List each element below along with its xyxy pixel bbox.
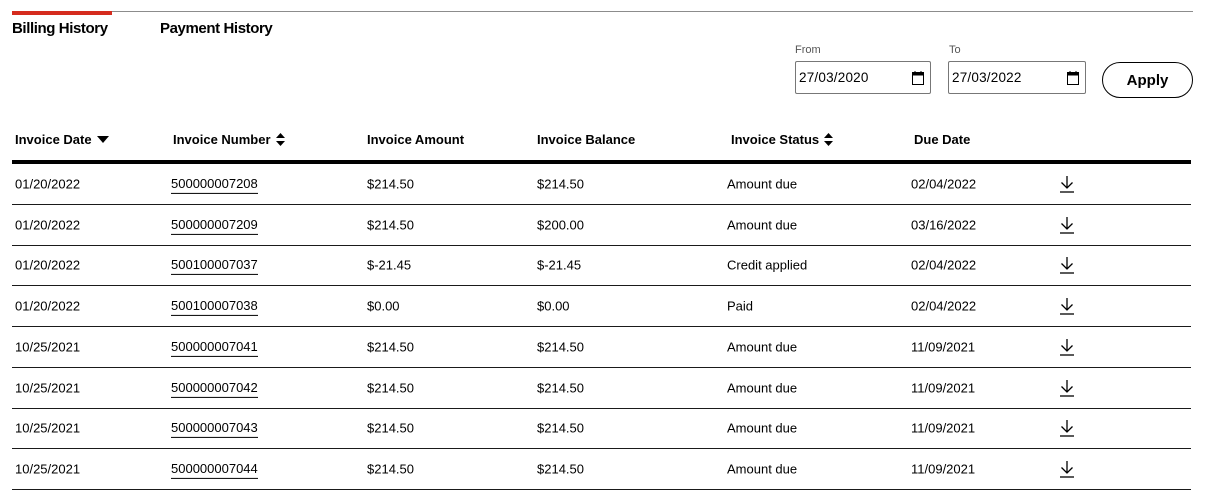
table-row bbox=[12, 449, 1191, 490]
invoice-date-cell: 01/20/2022 bbox=[15, 257, 81, 273]
invoice-balance-cell: $0.00 bbox=[537, 298, 570, 314]
invoice-balance-cell: $214.50 bbox=[537, 339, 584, 355]
from-date-value: 27/03/2020 bbox=[799, 70, 869, 85]
invoice-balance-cell: $-21.45 bbox=[537, 257, 582, 273]
download-icon[interactable] bbox=[1059, 460, 1075, 478]
download-icon[interactable] bbox=[1059, 379, 1075, 397]
download-icon[interactable] bbox=[1059, 419, 1075, 437]
to-date-label: To bbox=[949, 44, 961, 56]
tab-billing-history[interactable]: Billing History bbox=[12, 20, 108, 37]
invoice-amount-cell: $214.50 bbox=[367, 176, 414, 192]
invoice-amount-cell: $214.50 bbox=[367, 420, 414, 436]
invoice-balance-cell: $214.50 bbox=[537, 176, 584, 192]
download-icon[interactable] bbox=[1059, 297, 1075, 315]
invoice-date-cell: 10/25/2021 bbox=[15, 420, 81, 436]
invoice-date-cell: 10/25/2021 bbox=[15, 339, 81, 355]
table-row bbox=[12, 245, 1191, 286]
invoice-status-cell: Credit applied bbox=[727, 257, 808, 273]
invoice-status-cell: Amount due bbox=[727, 176, 798, 192]
table-row bbox=[12, 205, 1191, 246]
header-invoice-balance: Invoice Balance bbox=[537, 132, 636, 147]
header-invoice-number[interactable] bbox=[173, 132, 285, 147]
header-invoice-number-label: Invoice Number bbox=[173, 132, 271, 147]
sort-descending-icon[interactable] bbox=[97, 136, 109, 143]
header-due-date: Due Date bbox=[914, 132, 971, 147]
invoice-status-cell: Amount due bbox=[727, 461, 798, 477]
table-row bbox=[12, 408, 1191, 449]
active-tab-indicator bbox=[12, 11, 112, 15]
download-icon[interactable] bbox=[1059, 256, 1075, 274]
to-date-input[interactable] bbox=[948, 61, 1086, 94]
due-date-cell: 02/04/2022 bbox=[911, 298, 977, 314]
invoice-number-link[interactable]: 500000007209 bbox=[171, 217, 258, 235]
invoice-number-link[interactable]: 500000007208 bbox=[171, 176, 258, 194]
due-date-cell: 11/09/2021 bbox=[911, 380, 976, 395]
table-row bbox=[12, 164, 1191, 205]
header-invoice-status-label: Invoice Status bbox=[731, 132, 820, 147]
due-date-cell: 03/16/2022 bbox=[911, 217, 977, 233]
invoice-amount-cell: $214.50 bbox=[367, 217, 414, 233]
invoice-date-cell: 10/25/2021 bbox=[15, 461, 81, 477]
invoice-balance-cell: $214.50 bbox=[537, 380, 584, 395]
header-invoice-status[interactable] bbox=[731, 132, 833, 147]
invoice-balance-cell: $214.50 bbox=[537, 420, 584, 436]
tab-payment-history[interactable]: Payment History bbox=[160, 20, 273, 37]
invoice-status-cell: Amount due bbox=[727, 339, 798, 355]
due-date-cell: 11/09/2021 bbox=[911, 420, 976, 436]
invoice-number-link[interactable]: 500100007037 bbox=[171, 257, 258, 275]
invoice-status-cell: Amount due bbox=[727, 420, 798, 436]
invoice-number-link[interactable]: 500000007042 bbox=[171, 379, 258, 397]
invoice-amount-cell: $-21.45 bbox=[367, 257, 412, 273]
to-date-value: 27/03/2022 bbox=[952, 70, 1022, 85]
due-date-cell: 11/09/2021 bbox=[911, 461, 976, 477]
table-row bbox=[12, 286, 1191, 327]
invoice-status-cell: Amount due bbox=[727, 217, 798, 233]
download-icon[interactable] bbox=[1059, 338, 1075, 356]
invoice-date-cell: 01/20/2022 bbox=[15, 176, 81, 192]
table-row bbox=[12, 368, 1191, 409]
due-date-cell: 02/04/2022 bbox=[911, 257, 977, 273]
invoice-number-link[interactable]: 500000007044 bbox=[171, 461, 258, 479]
download-icon[interactable] bbox=[1059, 175, 1075, 193]
invoice-amount-cell: $214.50 bbox=[367, 339, 414, 355]
invoice-date-cell: 01/20/2022 bbox=[15, 217, 81, 233]
due-date-cell: 11/09/2021 bbox=[911, 339, 976, 355]
header-invoice-amount: Invoice Amount bbox=[367, 132, 465, 147]
from-date-label: From bbox=[795, 44, 821, 56]
invoice-date-cell: 10/25/2021 bbox=[15, 380, 81, 395]
invoice-status-cell: Amount due bbox=[727, 380, 798, 395]
download-icon[interactable] bbox=[1059, 216, 1075, 234]
invoice-amount-cell: $214.50 bbox=[367, 461, 414, 477]
header-invoice-date[interactable] bbox=[15, 132, 109, 147]
invoice-number-link[interactable]: 500100007038 bbox=[171, 298, 258, 316]
invoice-date-cell: 01/20/2022 bbox=[15, 298, 81, 314]
calendar-icon[interactable] bbox=[912, 71, 924, 85]
tabs-divider bbox=[12, 11, 1193, 12]
calendar-icon[interactable] bbox=[1067, 71, 1079, 85]
invoice-number-link[interactable]: 500000007041 bbox=[171, 339, 258, 357]
invoice-amount-cell: $214.50 bbox=[367, 380, 414, 395]
apply-button[interactable]: Apply bbox=[1102, 62, 1193, 98]
sort-icon[interactable] bbox=[824, 133, 833, 146]
header-invoice-date-label: Invoice Date bbox=[15, 132, 92, 147]
from-date-input[interactable] bbox=[795, 61, 931, 94]
invoice-status-cell: Paid bbox=[727, 298, 754, 314]
due-date-cell: 02/04/2022 bbox=[911, 176, 977, 192]
invoice-number-link[interactable]: 500000007043 bbox=[171, 420, 258, 438]
table-row bbox=[12, 327, 1191, 368]
sort-icon[interactable] bbox=[276, 133, 285, 146]
invoice-balance-cell: $214.50 bbox=[537, 461, 584, 477]
invoice-amount-cell: $0.00 bbox=[367, 298, 400, 314]
invoice-balance-cell: $200.00 bbox=[537, 217, 584, 233]
